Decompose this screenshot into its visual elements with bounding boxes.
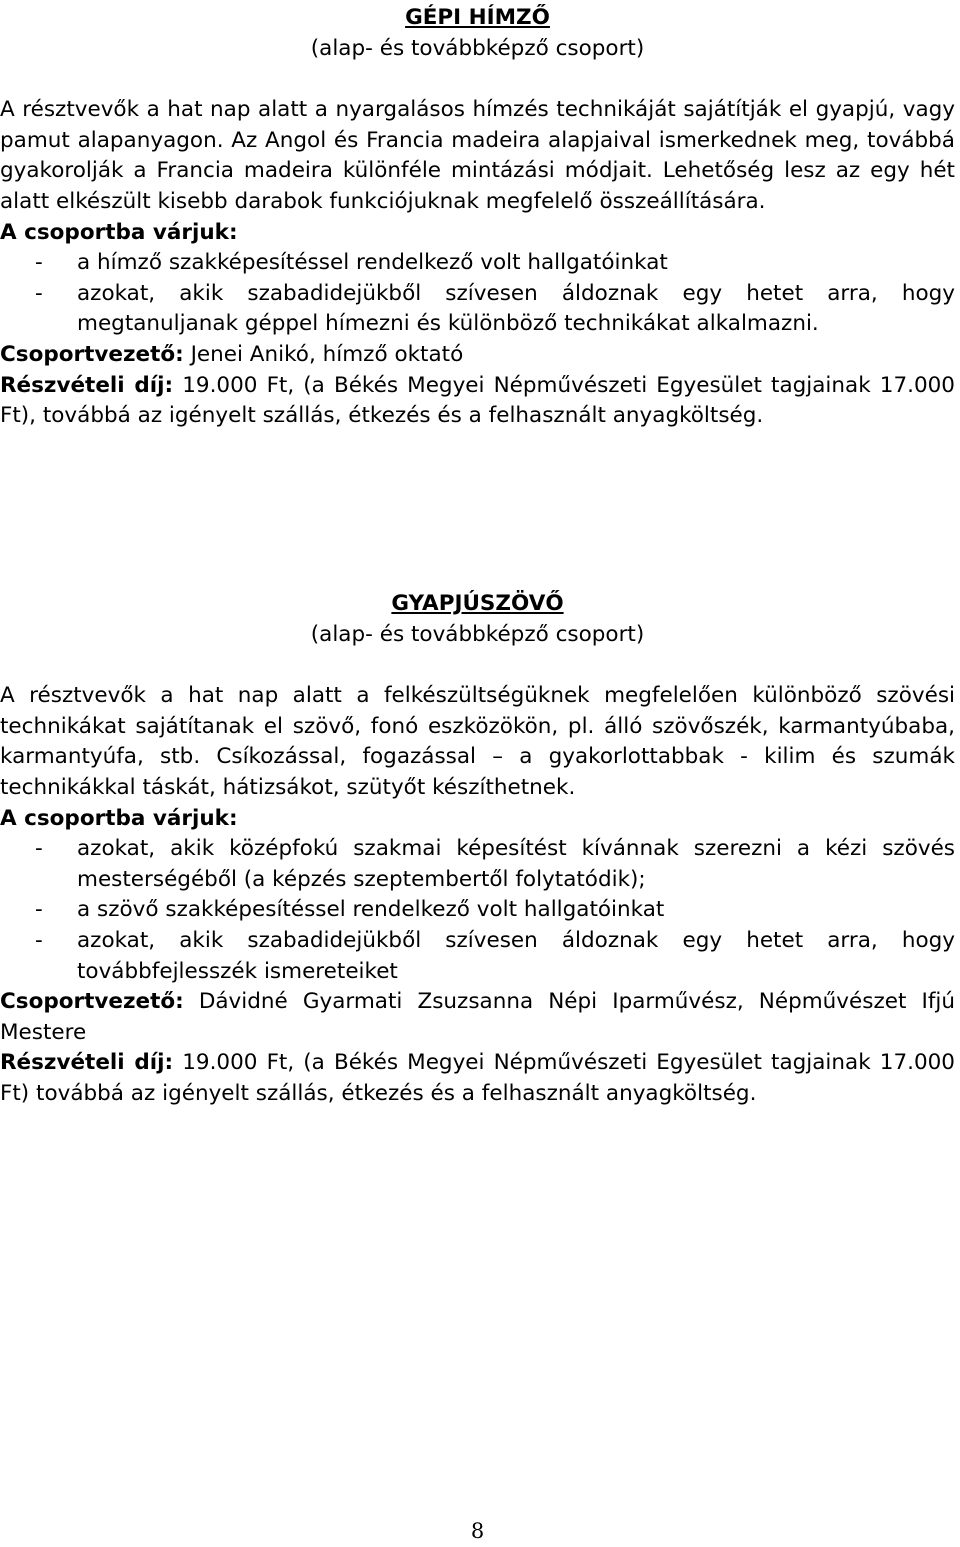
list-item-text: azokat, akik középfokú szakmai képesítést kívánnak szerezni a kézi szövés mesterségéből (a képzés szeptembertől folytatódik); [77, 836, 955, 892]
dash-bullet: - [35, 897, 43, 923]
leader-value: Dávidné Gyarmati Zsuzsanna Népi Iparművész, Népművészet Ifjú Mestere [0, 989, 955, 1045]
audience-list [0, 834, 955, 987]
audience-heading: A csoportba várjuk: [0, 219, 238, 245]
spacer [0, 650, 955, 681]
leader-label: Csoportvezető: [0, 341, 184, 367]
leader-label: Csoportvezető: [0, 989, 184, 1015]
fee-value: 19.000 Ft, (a Békés Megyei Népművészeti Egyesület tagjainak 17.000 Ft), továbbá az igényelt szállás, étkezés és a felhasznált anyagköltség. [0, 372, 955, 429]
fee-label: Részvételi díj: [0, 1050, 174, 1076]
spacer [0, 64, 955, 95]
list-item-text: azokat, akik szabadidejükből szívesen áldoznak egy hetet arra, hogy megtanuljanak géppel hímezni és különböző technikákat alkalmazni. [77, 280, 955, 337]
audience-heading: A csoportba várjuk: [0, 805, 238, 831]
list-item-text: azokat, akik szabadidejükből szívesen áldoznak egy hetet arra, hogy továbbfejlesszék ismereteiket [77, 927, 955, 984]
list-item [0, 248, 955, 279]
fee-line [0, 371, 955, 432]
section-intro: A résztvevők a hat nap alatt a felkészültségüknek megfelelően különböző szövési technikákat sajátítanak el szövő, fonó eszközökön, pl. álló szövőszék, karmantyúbaba, karmantyúfa, stb. Csíkozással, fogazással – a gyakorlottabbak - kilim és szumák technikákkal táskát, hátizsákot, szütyőt készíthetnek. [0, 683, 955, 800]
section-title: GYAPJÚSZÖVŐ [391, 591, 564, 616]
fee-label: Részvételi díj: [0, 372, 174, 398]
list-item-text: a szövő szakképesítéssel rendelkező volt hallgatóinkat [77, 897, 665, 923]
leader-line [0, 987, 955, 1048]
section-title: GÉPI HÍMZŐ [405, 5, 550, 30]
list-item [0, 926, 955, 987]
fee-value: 19.000 Ft, (a Békés Megyei Népművészeti Egyesület tagjainak 17.000 Ft) továbbá az igényelt szállás, étkezés és a felhasznált anyagköltség. [0, 1050, 955, 1106]
section-gyapjuszovo [0, 589, 955, 1110]
section-subtitle: (alap- és továbbképző csoport) [310, 35, 645, 61]
audience-list [0, 248, 955, 340]
leader-line [0, 340, 955, 371]
list-item [0, 895, 955, 926]
leader-value: Jenei Anikó, hímző oktató [190, 341, 464, 367]
list-item [0, 279, 955, 340]
dash-bullet: - [35, 836, 43, 862]
section-gepi-himzo [0, 3, 955, 432]
page-number: 8 [470, 1519, 485, 1543]
fee-line [0, 1048, 955, 1109]
section-intro: A résztvevők a hat nap alatt a nyargalásos hímzés technikáját sajátítják el gyapjú, vagy pamut alapanyagon. Az Angol és Francia madeira alapjaival ismerkednek meg, továbbá gyakorolják a Francia madeira különféle mintázási módjait. Lehetőség lesz az egy hét alatt elkészült kisebb darabok funkciójuknak megfelelő összeállítására. [0, 97, 955, 214]
section-subtitle: (alap- és továbbképző csoport) [310, 621, 645, 647]
dash-bullet: - [35, 280, 43, 306]
list-item [0, 834, 955, 895]
dash-bullet: - [35, 927, 43, 953]
list-item-text: a hímző szakképesítéssel rendelkező volt hallgatóinkat [77, 250, 668, 276]
dash-bullet: - [35, 250, 43, 276]
